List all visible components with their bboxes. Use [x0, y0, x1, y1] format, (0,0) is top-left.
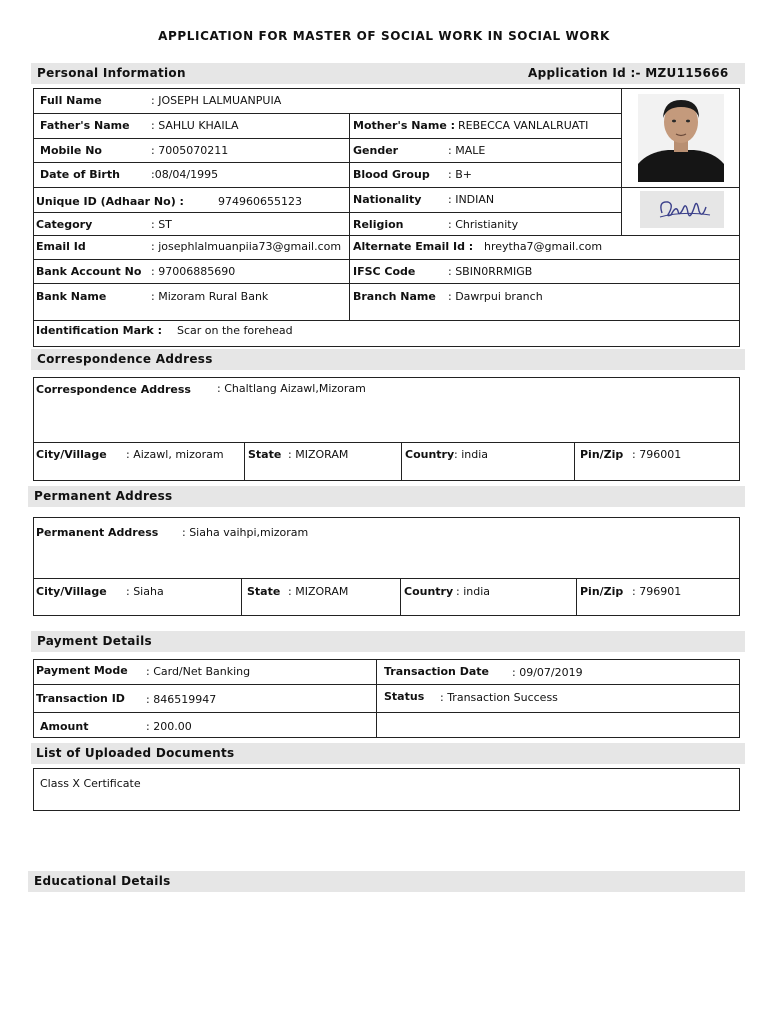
perm-state-value: : MIZORAM	[288, 585, 349, 598]
unique-id-value: 974960655123	[218, 195, 302, 208]
corr-state-label: State	[248, 448, 282, 461]
nationality-value: : INDIAN	[448, 193, 495, 206]
corr-city-value: : Aizawl, mizoram	[126, 448, 224, 461]
transaction-date-value: : 09/07/2019	[512, 666, 583, 679]
perm-pin-value: : 796901	[632, 585, 682, 598]
applicant-signature	[640, 191, 724, 228]
amount-value: : 200.00	[146, 720, 192, 733]
transaction-id-value: : 846519947	[146, 693, 217, 706]
correspondence-heading: Correspondence Address	[37, 352, 213, 366]
documents-header	[31, 743, 745, 764]
payment-mode-value: : Card/Net Banking	[146, 665, 251, 678]
full-name-value: : JOSEPH LALMUANPUIA	[151, 94, 282, 107]
identification-mark-value: Scar on the forehead	[177, 324, 293, 337]
perm-country-label: Country	[404, 585, 454, 598]
alt-email-value: hreytha7@gmail.com	[484, 240, 603, 253]
gender-value: : MALE	[448, 144, 486, 157]
perm-country-value: : india	[456, 585, 491, 598]
alt-email-label: Alternate Email Id :	[353, 240, 474, 253]
corr-state-value: : MIZORAM	[288, 448, 349, 461]
mother-name-value: REBECCA VANLALRUATI	[458, 119, 589, 132]
category-label: Category	[36, 218, 93, 231]
payment-heading: Payment Details	[37, 634, 152, 648]
education-header	[28, 871, 745, 892]
corr-country-label: Country	[405, 448, 455, 461]
page-title: APPLICATION FOR MASTER OF SOCIAL WORK IN SOCIAL WORK	[158, 29, 610, 43]
applicant-photo-image	[638, 94, 724, 182]
bank-name-label: Bank Name	[36, 290, 107, 303]
corr-country-value: : india	[454, 448, 489, 461]
branch-name-value: : Dawrpui branch	[448, 290, 543, 303]
ifsc-label: IFSC Code	[353, 265, 416, 278]
nationality-label: Nationality	[353, 193, 422, 206]
permanent-address-label: Permanent Address	[36, 526, 159, 539]
religion-value: : Christianity	[448, 218, 519, 231]
status-label: Status	[384, 690, 425, 703]
permanent-heading: Permanent Address	[34, 489, 173, 503]
correspondence-address-value: : Chaltlang Aizawl,Mizoram	[217, 382, 366, 395]
branch-name-label: Branch Name	[353, 290, 436, 303]
personal-info-heading: Personal Information	[37, 66, 186, 80]
mother-name-label: Mother's Name :	[353, 119, 456, 132]
dob-value: :08/04/1995	[151, 168, 219, 181]
category-value: : ST	[151, 218, 172, 231]
ifsc-value: : SBIN0RRMIGB	[448, 265, 533, 278]
education-heading: Educational Details	[34, 874, 171, 888]
full-name-label: Full Name	[40, 94, 102, 107]
perm-city-label: City/Village	[36, 585, 107, 598]
perm-city-value: : Siaha	[126, 585, 164, 598]
corr-city-label: City/Village	[36, 448, 107, 461]
dob-label: Date of Birth	[40, 168, 120, 181]
status-value: : Transaction Success	[440, 691, 558, 704]
blood-group-value: : B+	[448, 168, 472, 181]
religion-label: Religion	[353, 218, 404, 231]
unique-id-label: Unique ID (Adhaar No) :	[36, 195, 184, 208]
corr-pin-label: Pin/Zip	[580, 448, 624, 461]
amount-label: Amount	[40, 720, 89, 733]
father-name-label: Father's Name	[40, 119, 130, 132]
signature-image	[640, 191, 724, 228]
perm-state-label: State	[247, 585, 281, 598]
corr-pin-value: : 796001	[632, 448, 682, 461]
permanent-header	[28, 486, 745, 507]
mobile-label: Mobile No	[40, 144, 102, 157]
permanent-address-value: : Siaha vaihpi,mizoram	[182, 526, 309, 539]
transaction-date-label: Transaction Date	[384, 665, 489, 678]
email-label: Email Id	[36, 240, 86, 253]
applicant-photo	[638, 94, 724, 182]
personal-info-header	[31, 63, 745, 84]
blood-group-label: Blood Group	[353, 168, 430, 181]
perm-pin-label: Pin/Zip	[580, 585, 624, 598]
application-id: Application Id :- MZU115666	[528, 66, 729, 80]
correspondence-address-label: Correspondence Address	[36, 383, 191, 396]
mobile-value: : 7005070211	[151, 144, 229, 157]
payment-mode-label: Payment Mode	[36, 664, 128, 677]
father-name-value: : SAHLU KHAILA	[151, 119, 239, 132]
bank-name-value: : Mizoram Rural Bank	[151, 290, 269, 303]
document-item: Class X Certificate	[40, 777, 141, 790]
gender-label: Gender	[353, 144, 399, 157]
correspondence-header	[31, 349, 745, 370]
identification-mark-label: Identification Mark :	[36, 324, 162, 337]
bank-account-label: Bank Account No	[36, 265, 142, 278]
payment-header	[31, 631, 745, 652]
documents-heading: List of Uploaded Documents	[36, 746, 235, 760]
transaction-id-label: Transaction ID	[36, 692, 125, 705]
email-value: : josephlalmuanpiia73@gmail.com	[151, 240, 342, 253]
bank-account-value: : 97006885690	[151, 265, 236, 278]
